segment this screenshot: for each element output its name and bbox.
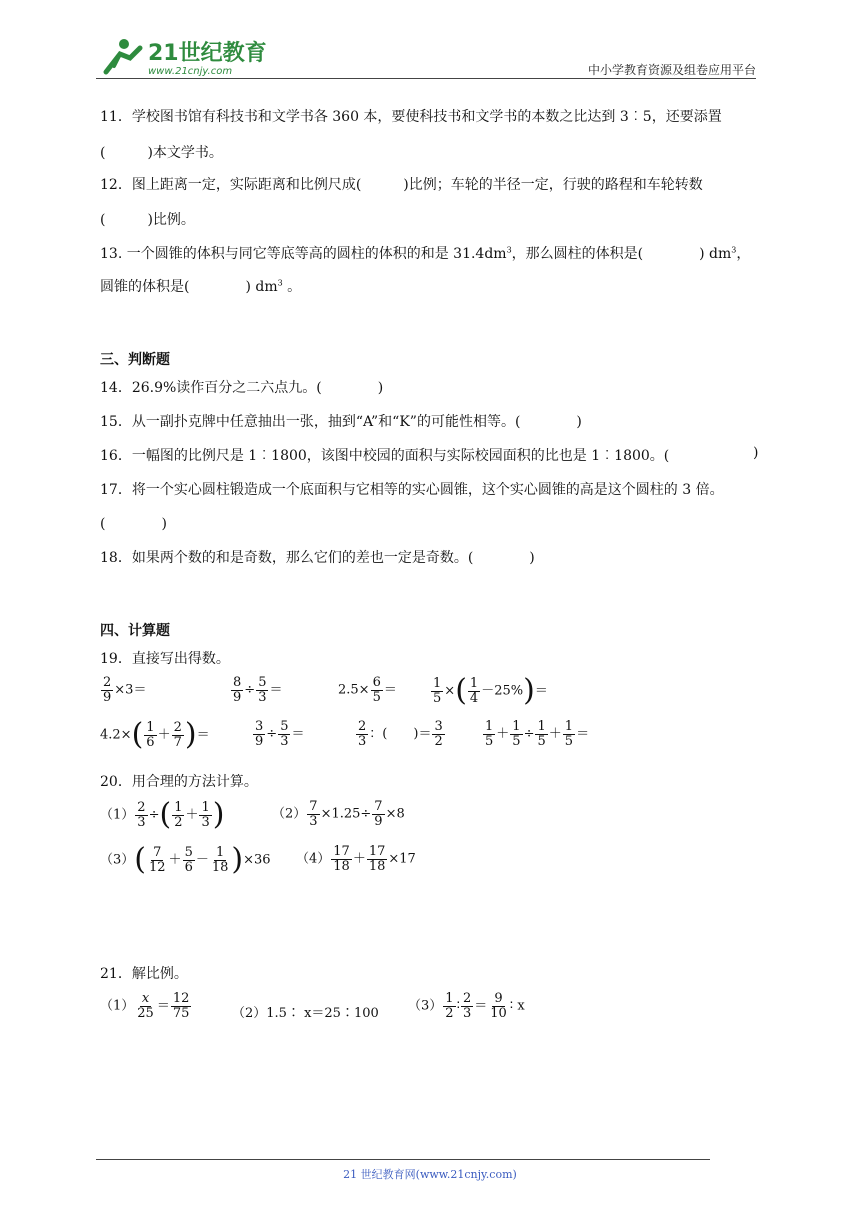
question-13-line2 xyxy=(100,276,301,296)
q13-part4: 圆锥的体积是( ) dm xyxy=(100,279,278,295)
question-12-line1: 12．图上距离一定，实际距离和比例尺成( )比例；车轮的半径一定，行驶的路程和车轮转数 xyxy=(100,177,703,193)
q19-expr-c: 2.5× $\frac{6}{5}$ ＝ xyxy=(338,675,397,705)
superscript-3: 3 xyxy=(506,245,512,255)
footer-text: 21 世纪教育网(www.21cnjy.com) xyxy=(343,1168,517,1181)
question-16: 16．一幅图的比例尺是 1︰1800，该图中校园的面积与实际校园面积的比也是 1︰1800。( xyxy=(100,448,670,464)
header-divider xyxy=(96,78,756,79)
header-platform-text: 中小学教育资源及组卷应用平台 xyxy=(587,63,756,77)
question-17-line2: ( ) xyxy=(100,516,167,532)
question-11-line2: ( )本文学书。 xyxy=(100,145,223,161)
q20-expr-2: （2） $\frac{7}{3}$ ×1.25÷ $\frac{7}{9}$ ×8 xyxy=(272,799,405,829)
q19-expr-a: $\frac{2}{9}$ ×3＝ xyxy=(103,675,147,705)
question-11-line1: 11．学校图书馆有科技书和文学书各 360 本，要使科技书和文学书的本数之比达到 3︰5，还要添置 xyxy=(100,109,722,125)
question-16-close-paren: ) xyxy=(753,445,759,461)
q19-expr-b: $\frac{8}{9}$ ÷ $\frac{5}{3}$ ＝ xyxy=(233,675,283,705)
section-title-judgement: 三、判断题 xyxy=(100,352,170,368)
q19-expr-e: 4.2×( $\frac{1}{6}$ ＋ $\frac{2}{7}$ )＝ xyxy=(100,717,210,752)
question-19: 19．直接写出得数。 xyxy=(100,651,230,667)
question-21: 21．解比例。 xyxy=(100,966,188,982)
section-title-calculation: 四、计算题 xyxy=(100,623,170,639)
q19-expr-d: $\frac{1}{5}$ ×( $\frac{1}{4}$ －25%)＝ xyxy=(433,673,548,708)
superscript-3: 3 xyxy=(731,245,737,255)
q21-expr-1: （1） $\frac{x}{25}$ ＝ $\frac{12}{75}$ xyxy=(100,991,190,1021)
superscript-3: 3 xyxy=(277,278,283,288)
question-17-line1: 17．将一个实心圆柱锻造成一个底面积与它相等的实心圆锥，这个实心圆锥的高是这个圆柱的 3 倍。 xyxy=(100,482,724,498)
q13-part3: ， xyxy=(736,246,751,262)
question-15: 15．从一副扑克牌中任意抽出一张，抽到“A”和“K”的可能性相等。( ) xyxy=(100,414,582,430)
footer-divider xyxy=(96,1159,710,1160)
q13-part2: ，那么圆柱的体积是( ) dm xyxy=(511,246,732,262)
q19-expr-h: $\frac{1}{5}$ ＋ $\frac{1}{5}$ ÷ $\frac{1}{5}$ ＋ $\frac{1}{5}$ ＝ xyxy=(485,719,590,749)
question-20: 20．用合理的方法计算。 xyxy=(100,774,258,790)
q20-expr-3: （3）( $\frac{7}{12}$ ＋ $\frac{5}{6}$ － $\frac{1}{18}$ )×36 xyxy=(100,842,271,877)
q19-expr-g: $\frac{2}{3}$ ：( )＝ $\frac{3}{2}$ xyxy=(358,719,443,749)
q13-part1: 13. 一个圆锥的体积与同它等底等高的圆柱的体积的和是 31.4dm xyxy=(100,246,507,262)
question-14: 14．26.9%读作百分之二六点九。( ) xyxy=(100,380,384,396)
logo-text: 21世纪教育 xyxy=(148,41,266,66)
site-logo xyxy=(96,34,266,78)
q13-part5: 。 xyxy=(282,279,302,295)
logo-url: www.21cnjy.com xyxy=(148,66,233,77)
q20-expr-1: （1） $\frac{2}{3}$ ÷( $\frac{1}{2}$ ＋ $\frac{1}{3}$ ) xyxy=(100,797,225,832)
q21-expr-2: （2）1.5∶ x＝25∶100 xyxy=(232,1006,379,1021)
question-13-line1 xyxy=(100,243,750,263)
q21-expr-3: （3） $\frac{1}{2}$ ∶ $\frac{2}{3}$ ＝ $\frac{9}{10}$ ∶ x xyxy=(408,991,525,1021)
question-12-line2: ( )比例。 xyxy=(100,212,195,228)
q20-expr-4: （4） $\frac{17}{18}$ ＋ $\frac{17}{18}$ ×17 xyxy=(296,844,416,874)
question-18: 18．如果两个数的和是奇数，那么它们的差也一定是奇数。( ) xyxy=(100,550,535,566)
q19-expr-f: $\frac{3}{9}$ ÷ $\frac{5}{3}$ ＝ xyxy=(255,719,305,749)
